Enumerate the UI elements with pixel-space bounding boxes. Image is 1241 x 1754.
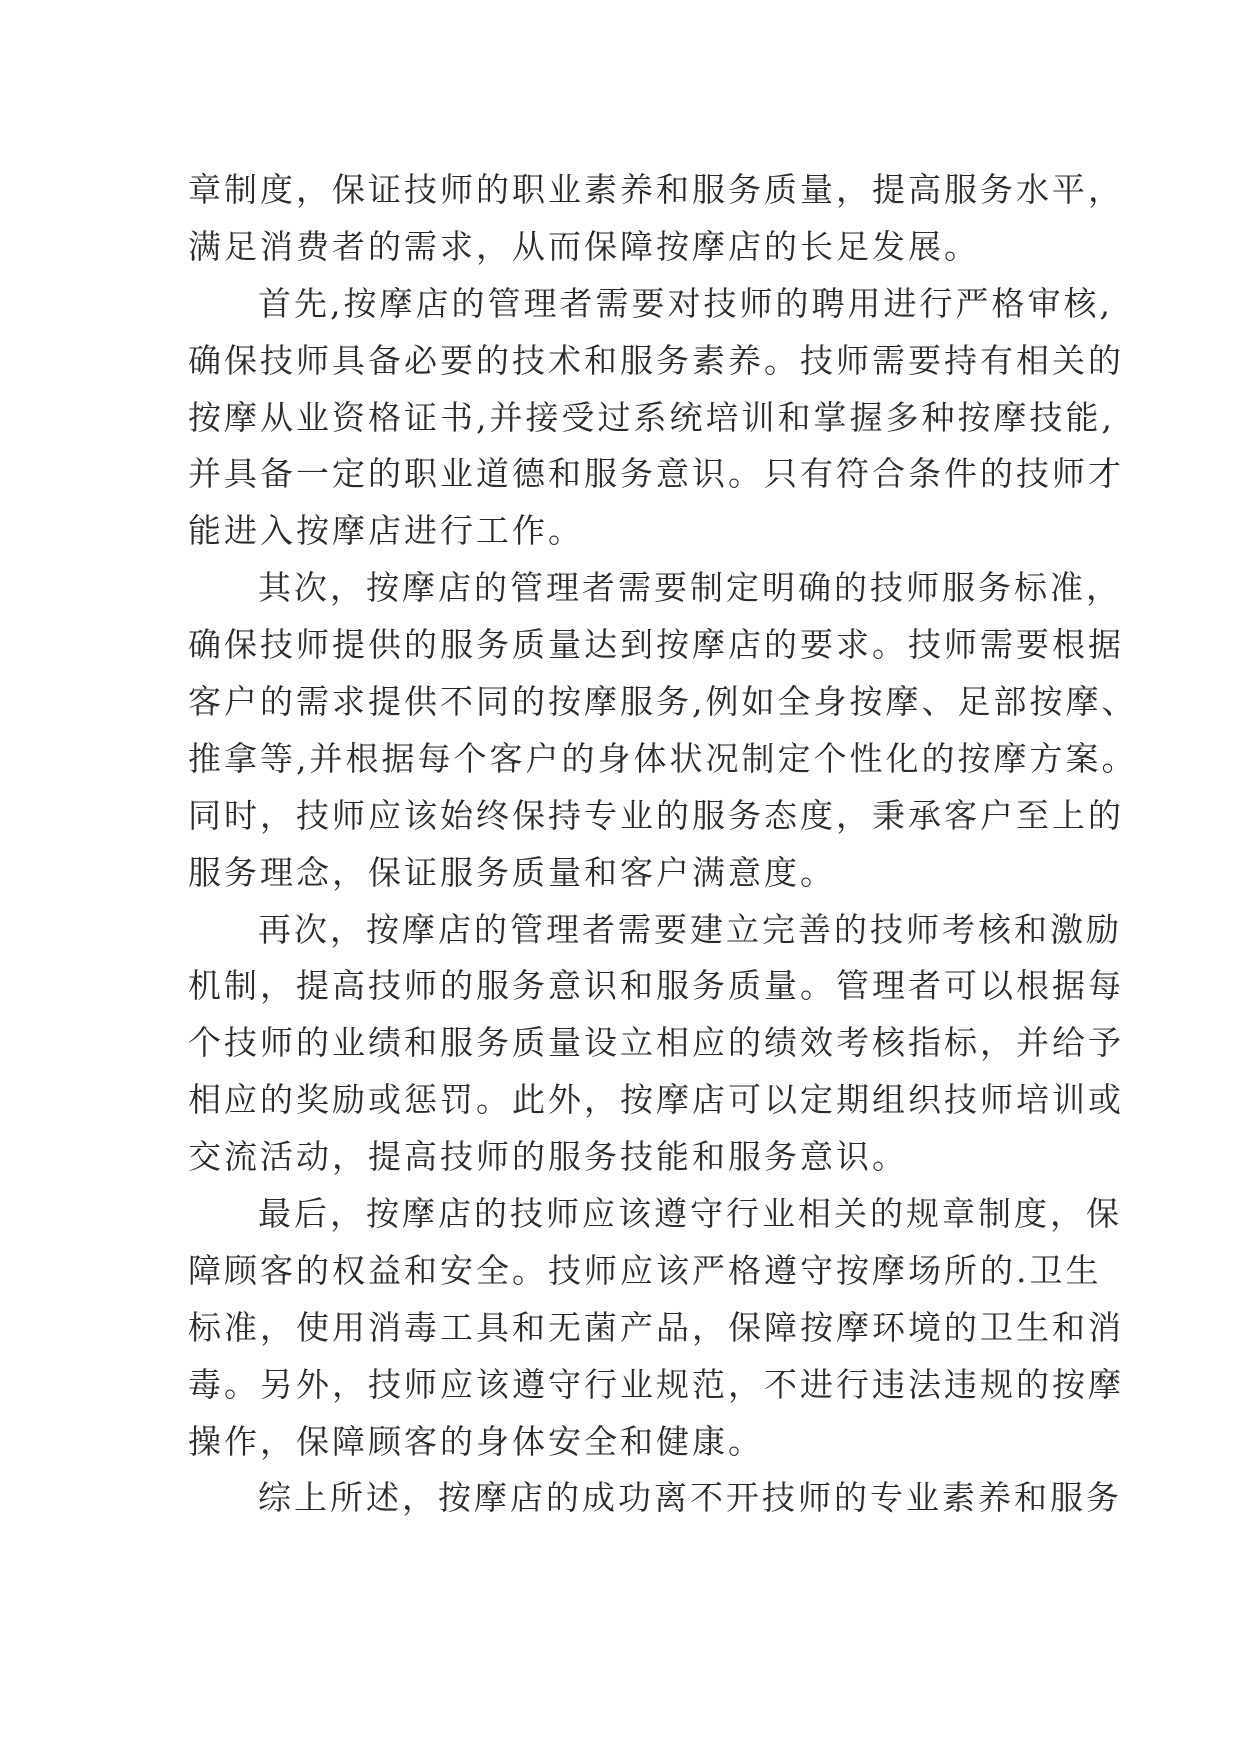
text-line: 确保技师具备必要的技术和服务素养。技师需要持有相关的 [188, 340, 1124, 380]
text-line: 推拿等,并根据每个客户的身体状况制定个性化的按摩方案。 [188, 738, 1138, 778]
text-line: 服务理念，保证服务质量和客户满意度。 [188, 852, 836, 892]
text-line: 操作，保障顾客的身体安全和健康。 [188, 1421, 764, 1461]
text-line: 障顾客的权益和安全。技师应该严格遵守按摩场所的.卫生 [188, 1250, 1102, 1290]
text-line: 标准，使用消毒工具和无菌产品，保障按摩环境的卫生和消 [188, 1307, 1124, 1347]
text-line: 满足消费者的需求，从而保障按摩店的长足发展。 [188, 226, 980, 266]
text-line: 交流活动，提高技师的服务技能和服务意识。 [188, 1137, 908, 1177]
text-line: 能进入按摩店进行工作。 [188, 511, 584, 551]
text-line: 章制度，保证技师的职业素养和服务质量，提高服务水平， [188, 170, 1124, 209]
paragraph-first-line: 综上所述，按摩店的成功离不开技师的专业素养和服务 [258, 1478, 1122, 1518]
text-line: 并具备一定的职业道德和服务意识。只有符合条件的技师才 [188, 454, 1124, 494]
text-line: 机制，提高技师的服务意识和服务质量。管理者可以根据每 [188, 966, 1124, 1006]
text-line: 个技师的业绩和服务质量设立相应的绩效考核指标，并给予 [188, 1023, 1124, 1063]
document-body [188, 162, 1138, 1527]
paragraph-first-line: 最后，按摩店的技师应该遵守行业相关的规章制度，保 [258, 1194, 1122, 1234]
text-line: 毒。另外，技师应该遵守行业规范，不进行违法违规的按摩 [188, 1364, 1124, 1404]
text-line: 确保技师提供的服务质量达到按摩店的要求。技师需要根据 [188, 625, 1124, 665]
paragraph-first-line: 其次，按摩店的管理者需要制定明确的技师服务标准， [258, 568, 1122, 608]
text-line: 同时，技师应该始终保持专业的服务态度，秉承客户至上的 [188, 795, 1124, 835]
text-line: 客户的需求提供不同的按摩服务,例如全身按摩、足部按摩、 [188, 682, 1138, 722]
paragraph-first-line: 再次，按摩店的管理者需要建立完善的技师考核和激励 [258, 909, 1122, 949]
text-line: 相应的奖励或惩罚。此外，按摩店可以定期组织技师培训或 [188, 1080, 1124, 1120]
text-line: 按摩从业资格证书,并接受过系统培训和掌握多种按摩技能, [188, 397, 1115, 437]
paragraph-first-line: 首先,按摩店的管理者需要对技师的聘用进行严格审核, [258, 283, 1113, 323]
